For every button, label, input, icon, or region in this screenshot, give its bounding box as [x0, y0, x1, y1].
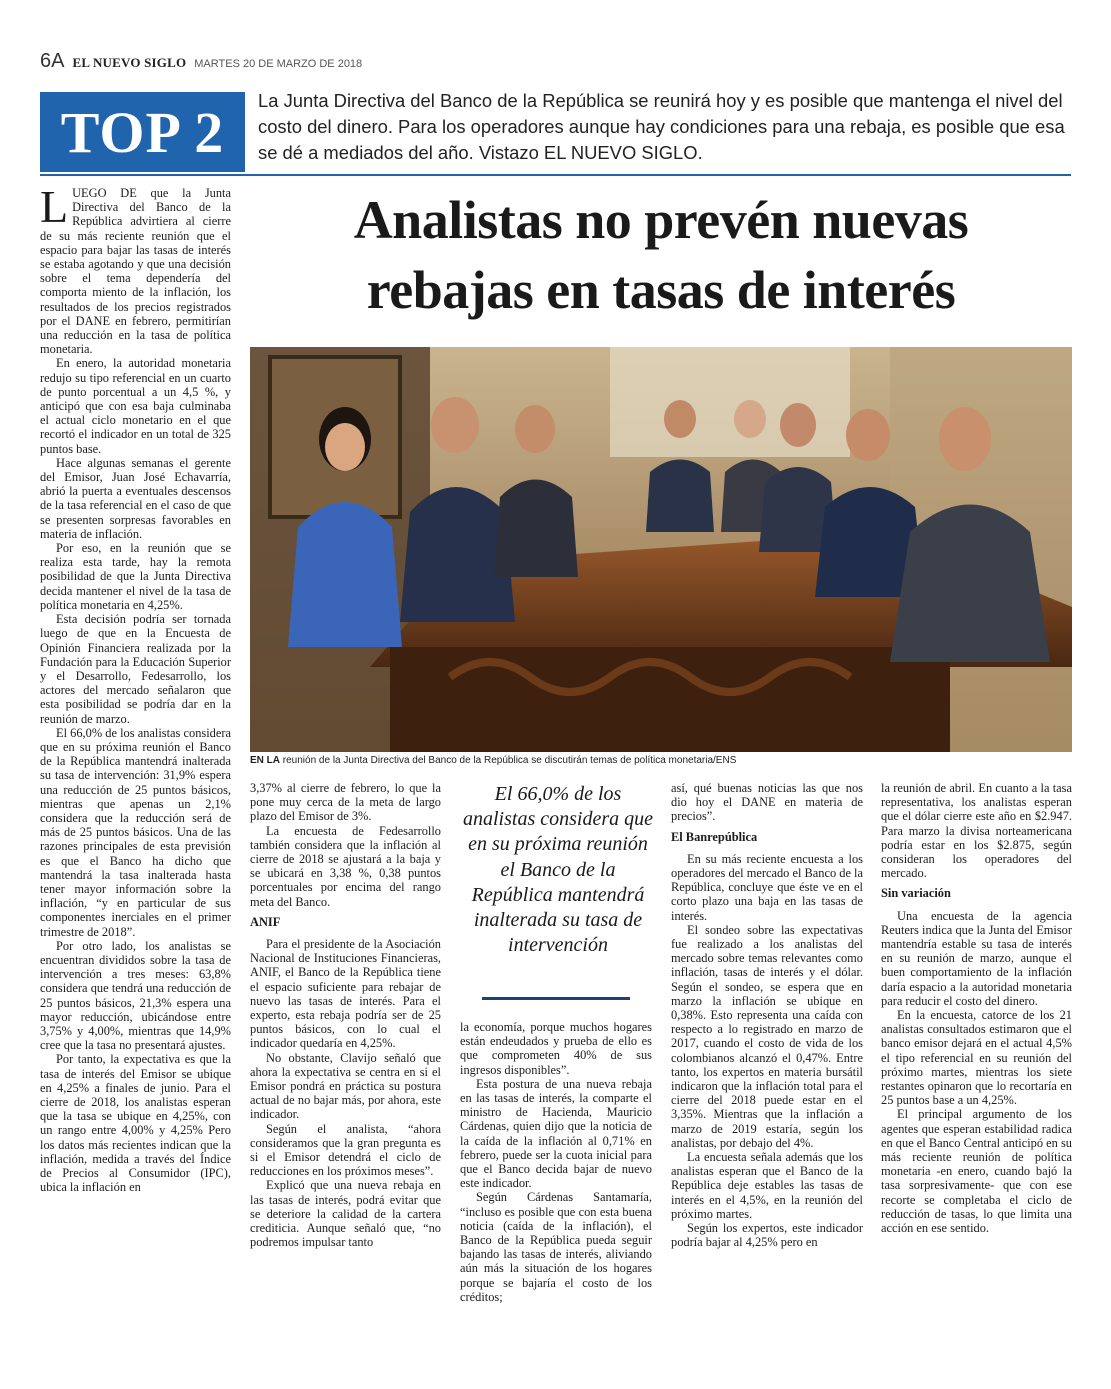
- caption-text: reunión de la Junta Directiva del Banco de la República se discutirán temas de política monetaria/ENS: [282, 755, 737, 766]
- paragraph: la economía, porque muchos hogares están endeudados y prueba de ello es que comprometen 40% de sus ingresos disponibles”.: [460, 1020, 652, 1077]
- paragraph: Según los expertos, este indicador podría bajar al 4,25% pero en: [671, 1221, 863, 1250]
- paragraph: No obstante, Clavijo señaló que ahora la expectativa se centra en si el Emisor pondrá en práctica su postura actual de no bajar más, por ahora, este indicador.: [250, 1050, 441, 1122]
- paragraph: UEGO DE que la Junta Directiva del Banco de la República advirtiera al cierre de su más reciente reunión que el espacio para bajar las tasas de interés se estaba agotando y que una decisión sobre el tema dependería del comporta miento de la inflación, los resultados de los precios registrados por el DANE en febrero, permitirían una reducción en la tasa de política monetaria.: [40, 186, 231, 357]
- section-label-box: [40, 92, 245, 172]
- paragraph: El principal argumento de los agentes que esperan estabilidad radica en que el Banco Central anticipó en su más reciente reunión de política monetaria -en enero, cuando bajó la tasa sorpresivamente- que con ese recorte se completaba el ciclo de reducción de tasas, lo que limita una acción en ese sentido.: [881, 1107, 1072, 1236]
- page-number: 6A: [40, 50, 65, 72]
- paragraph: Esta decisión podría ser tornada luego de que en la Encuesta de Opinión Financiera realizada por la Fundación para la Educación Superior y el Desarrollo, Fedesarrollo, los actores del mercado señalaron que esta posibilidad se podría dar en la reunión de marzo.: [40, 612, 231, 726]
- newspaper-name: EL NUEVO SIGLO: [72, 55, 187, 70]
- paragraph: Según el analista, “ahora consideramos que la gran pregunta es si el Emisor detendrá el ciclo de reducciones en los próximos meses”.: [250, 1121, 441, 1179]
- folio: [40, 50, 362, 74]
- paragraph: En enero, la autoridad monetaria redujo su tipo referencial en un cuarto de punto porcentual a un 4,5 %, y anticipó que con esa baja culminaba el actual ciclo monetario en el que recortó el indicador en un total de 325 puntos base.: [40, 356, 231, 456]
- paragraph: Según Cárdenas Santamaría, “incluso es posible que con esta buena noticia (caída de la inflación), el Banco de la República pueda seguir bajando las tasas de interés, aliviando aún más la situación de los hogares porque se bajaría el costo de los créditos;: [460, 1190, 652, 1304]
- headline-line-2: rebajas en tasas de interés: [366, 260, 956, 320]
- paragraph: así, qué buenas noticias las que nos dio hoy el DANE en materia de precios”.: [671, 781, 863, 824]
- article-column-1: [40, 181, 231, 1195]
- meeting-photo: [250, 347, 1072, 752]
- meeting-photo-illustration: [250, 347, 1072, 752]
- header-rule: [40, 174, 1071, 176]
- article-column-5: [881, 781, 1072, 1235]
- article-column-4: [671, 781, 863, 1250]
- subhead-banrepublica: El Banrepública: [671, 829, 758, 844]
- paragraph: En la encuesta, catorce de los 21 analistas consultados estimaron que el banco emisor dejará en el actual 4,5% el tipo referencial en su reunión del próximo martes, mientras los siete restantes opinaron que lo recortaría en 25 puntos base a un 4,25%.: [881, 1008, 1072, 1108]
- pull-quote-rule: [482, 997, 630, 1000]
- headline: [250, 185, 1072, 325]
- headline-line-1: Analistas no prevén nuevas: [353, 190, 969, 250]
- paragraph: La encuesta señala además que los analistas esperan que el Banco de la República deje estables las tasas de interés en el 4,5%, en la reunión del próximo martes.: [671, 1150, 863, 1221]
- paragraph: En su más reciente encuesta a los operadores del mercado el Banco de la República, concluye que éste ve en el corto plazo una baja en las tasas de interés.: [671, 851, 863, 923]
- paragraph: la reunión de abril. En cuanto a la tasa representativa, los analistas esperan que el dólar cierre este año en $2.947. Para marzo la divisa norteamericana podría estar en los $2.875, según consideran los operadores del mercado.: [881, 781, 1072, 881]
- paragraph: Esta postura de una nueva rebaja en las tasas de interés, la comparte el ministro de Hacienda, Mauricio Cárdenas, quien dijo que la noticia de la caída de la inflación al 0,71% en febrero, puede ser la cuota inicial para que el Banco decida bajar de nuevo este indicador.: [460, 1076, 652, 1191]
- drop-cap: L: [40, 181, 69, 232]
- kicker-text: La Junta Directiva del Banco de la República se reunirá hoy y es posible que mantenga el nivel del costo del dinero. Para los operadores aunque hay condiciones para una rebaja, es posible que esa se dé a mediados del año. Vistazo EL NUEVO SIGLO.: [258, 90, 1065, 163]
- article-column-3: [460, 1020, 652, 1304]
- caption-lead: EN LA: [250, 755, 280, 766]
- paragraph: Una encuesta de la agencia Reuters indica que la Junta del Emisor mantendría estable su tasa de interés en su reunión de marzo, aunque el buen comportamiento de la inflación daría espacio a la autoridad monetaria para reducir el costo del dinero.: [881, 908, 1072, 1008]
- paragraph: Explicó que una nueva rebaja en las tasas de interés, podrá evitar que se deteriore la calidad de la cartera crediticia. Aunque señaló que, “no podremos impulsar tanto: [250, 1178, 441, 1250]
- pull-quote: El 66,0% de los analistas considera que en su próxima reunión el Banco de la República mantendrá inalterada su tasa de intervención: [463, 783, 653, 957]
- subhead-anif: ANIF: [250, 914, 281, 929]
- photo-caption: [250, 755, 1072, 766]
- paragraph: Por tanto, la expectativa es que la tasa de interés del Emisor se ubique en 4,25% a finales de junio. Para el cierre de 2018, los analistas esperan que la tasa se ubique en 4,25%, con un rango entre 4,00% y 4,25% Pero los datos más recientes indican que la inflación, medida a través del Índice de Precios al Consumidor (IPC), ubica la inflación en: [40, 1052, 231, 1195]
- paragraph: El 66,0% de los analistas considera que en su próxima reunión el Banco de la República mantendrá inalterada su tasa de intervención: 31,9% espera una reducción de 25 puntos básicos, mientras que apenas un 2,1% considera que la reducción será de más de 25 puntos básicos. Una de las razones principales de esta previsión es que el Banco ha dicho que mantendrá la tasa inalterada hasta tener mayor información sobre la inflación, “y en particular de sus componentes inerciales en el primer trimestre de 2018”.: [40, 725, 231, 939]
- subhead-sin-variacion: Sin variación: [881, 886, 951, 901]
- paragraph: Para el presidente de la Asociación Nacional de Instituciones Financieras, ANIF, el Banco de la República tiene el espacio suficiente para rebajar de nuevo las tasas de interés. Para el experto, esta rebaja podría ser de 25 puntos básicos, con lo cual el indicador quedaría en 4,25%.: [250, 937, 441, 1051]
- section-label: TOP 2: [60, 99, 225, 165]
- paragraph: El sondeo sobre las expectativas fue realizado a los analistas del mercado sobre temas relevantes como inflación, tasas de interés y el dólar. Según el sondeo, se espera que en marzo la inflación se ubique en 0,38%. Esto representa una caída con respecto a lo registrado en marzo de 2017, cuando el costo de vida de los colombianos alcanzó el 0,47%. Entre tanto, los expertos en materia bursátil indicaron que la inflación total para el cierre del 2018 puede estar en el 3,35%. Mientras que la inflación a marzo de 2019 estaría, según los analistas, por debajo del 4%.: [671, 922, 863, 1150]
- article-column-2: [250, 781, 441, 1250]
- paragraph: Por otro lado, los analistas se encuentran divididos sobre la tasa de intervención a tres meses: 63,8% considera que tendrá una reducción de 25 puntos básicos, 21,3% espera una mayor reducción, ubicándose entre 3,75% y 4,00%, mientras que 14,9% cree que la tasa no presentará ajustes.: [40, 938, 231, 1053]
- paragraph: Por eso, en la reunión que se realiza esta tarde, hay la remota posibilidad de que la Junta Directiva decida mantener el nivel de la tasa de política monetaria en 4,25%.: [40, 541, 231, 612]
- issue-date: MARTES 20 DE MARZO DE 2018: [194, 58, 363, 70]
- paragraph: 3,37% al cierre de febrero, lo que la pone muy cerca de la meta de largo plazo del Emisor de 3%.: [250, 781, 441, 824]
- paragraph: Hace algunas semanas el gerente del Emisor, Juan José Echavarría, abrió la puerta a eventuales descensos de la tasa referencial en el caso de que se presenten sorpresas favorables en materia de inflación.: [40, 455, 231, 541]
- paragraph: La encuesta de Fedesarrollo también considera que la inflación al cierre de 2018 se ajustará a la baja y se ubicará en 3,38 %, 0,38 puntos porcentuales por encima del rango meta del Banco.: [250, 823, 441, 909]
